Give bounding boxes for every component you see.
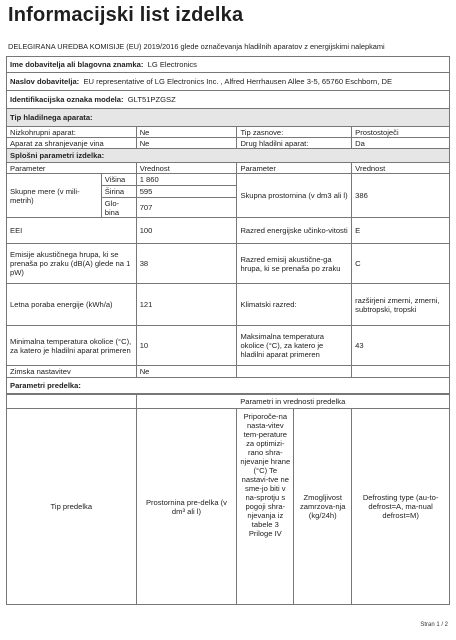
depth-label: Glo-bina <box>101 198 136 218</box>
model-label: Identifikacijska oznaka modela: <box>10 95 124 104</box>
annual-energy-label: Letna poraba energije (kWh/a) <box>7 284 137 326</box>
supplier-address-row <box>7 73 450 91</box>
energy-class-value: E <box>352 218 450 244</box>
appliance-type-heading: Tip hladilnega aparata: <box>7 109 450 127</box>
info-table <box>6 56 450 394</box>
min-temp-label: Minimalna temperatura okolice (°C), za katero je hladilni aparat primeren <box>7 326 137 366</box>
general-heading: Splošni parametri izdelka: <box>7 149 450 163</box>
compartment-heading-row <box>7 378 450 394</box>
supplier-name-row <box>7 57 450 73</box>
compartment-group-header-row <box>7 395 450 409</box>
height-value: 1 860 <box>136 174 237 186</box>
compartment-header-row <box>7 409 450 605</box>
eei-label: EEI <box>7 218 137 244</box>
compartment-group-header: Parametri in vrednosti predelka <box>136 395 449 409</box>
dimensions-label: Skupne mere (v mili-metrih) <box>7 174 102 218</box>
supplier-address-label: Naslov dobavitelja: <box>10 77 80 86</box>
compartment-volume-header: Prostornina pre-delka (v dm³ ali l) <box>136 409 237 605</box>
general-heading-row <box>7 149 450 163</box>
ambient-temperature-row <box>7 326 450 366</box>
wine-storage-label: Aparat za shranjevanje vina <box>7 138 137 149</box>
annual-energy-row <box>7 284 450 326</box>
supplier-name-label: Ime dobavitelja ali blagovna znamka: <box>10 60 144 69</box>
depth-value: 707 <box>136 198 237 218</box>
appliance-type-heading-row <box>7 109 450 127</box>
eei-row <box>7 218 450 244</box>
noise-label: Emisije akustičnega hrupa, ki se prenaša po zraku (dB(A) glede na 1 pW) <box>7 244 137 284</box>
energy-class-label: Razred energijske učinko-vitosti <box>237 218 352 244</box>
recommended-temperature-header: Priporoče-na nasta-vitev tem-perature za optimizi-rano shra-njevanje hrane (°C) Te nastavi-tve ne sme-jo biti v na-sprotju s pogoji shra-njevanja iz tabele 3 Priloge IV <box>237 409 294 605</box>
other-appliance-label: Drug hladilni aparat: <box>237 138 352 149</box>
col-value-left: Vrednost <box>136 163 237 174</box>
total-volume-value: 386 <box>352 174 450 218</box>
low-noise-label: Nizkohrupni aparat: <box>7 127 137 138</box>
width-value: 595 <box>136 186 237 198</box>
freezing-capacity-header: Zmogljivost zamrzova-nja (kg/24h) <box>294 409 352 605</box>
total-volume-label: Skupna prostornina (v dm3 ali l) <box>237 174 352 218</box>
noise-class-label: Razred emisij akustične-ga hrupa, ki se prenaša po zraku <box>237 244 352 284</box>
design-type-label: Tip zasnove: <box>237 127 352 138</box>
appliance-type-row <box>7 138 450 149</box>
col-value-right: Vrednost <box>352 163 450 174</box>
compartment-table <box>6 394 450 605</box>
compartment-heading: Parametri predelka: <box>7 378 450 394</box>
appliance-type-row <box>7 127 450 138</box>
low-noise-value: Ne <box>136 127 237 138</box>
col-param-left: Parameter <box>7 163 137 174</box>
winter-setting-label: Zimska nastavitev <box>7 366 137 378</box>
noise-value: 38 <box>136 244 237 284</box>
compartment-type-header: Tip predelka <box>7 409 137 605</box>
winter-setting-row <box>7 366 450 378</box>
max-temp-label: Maksimalna temperatura okolice (°C), za katero je hladilni aparat primeren <box>237 326 352 366</box>
design-type-value: Prostostoječi <box>352 127 450 138</box>
annual-energy-value: 121 <box>136 284 237 326</box>
noise-row <box>7 244 450 284</box>
page-indicator: Stran 1 / 2 <box>420 622 448 628</box>
max-temp-value: 43 <box>352 326 450 366</box>
width-label: Širina <box>101 186 136 198</box>
model-value: GLT51PZGSZ <box>127 95 176 104</box>
eei-value: 100 <box>136 218 237 244</box>
defrosting-type-header: Defrosting type (au-to-defrost=A, ma-nual defrost=M) <box>352 409 450 605</box>
winter-setting-value: Ne <box>136 366 237 378</box>
col-param-right: Parameter <box>237 163 352 174</box>
climate-class-label: Klimatski razred: <box>237 284 352 326</box>
min-temp-value: 10 <box>136 326 237 366</box>
supplier-name-value: LG Electronics <box>147 60 197 69</box>
supplier-address-value: EU representative of LG Electronics Inc. , Alfred Herrhausen Allee 3-5, 65760 Eschborn, DE <box>83 77 393 86</box>
noise-class-value: C <box>352 244 450 284</box>
regulation-reference: DELEGIRANA UREDBA KOMISIJE (EU) 2019/2016 glede označevanja hladilnih aparatov z energijskimi nalepkami <box>8 42 385 51</box>
page-title: Informacijski list izdelka <box>8 4 244 26</box>
general-column-header-row <box>7 163 450 174</box>
model-row <box>7 91 450 109</box>
height-label: Višina <box>101 174 136 186</box>
dimensions-row <box>7 174 450 186</box>
wine-storage-value: Ne <box>136 138 237 149</box>
other-appliance-value: Da <box>352 138 450 149</box>
climate-class-value: razširjeni zmerni, zmerni, subtropski, tropski <box>352 284 450 326</box>
